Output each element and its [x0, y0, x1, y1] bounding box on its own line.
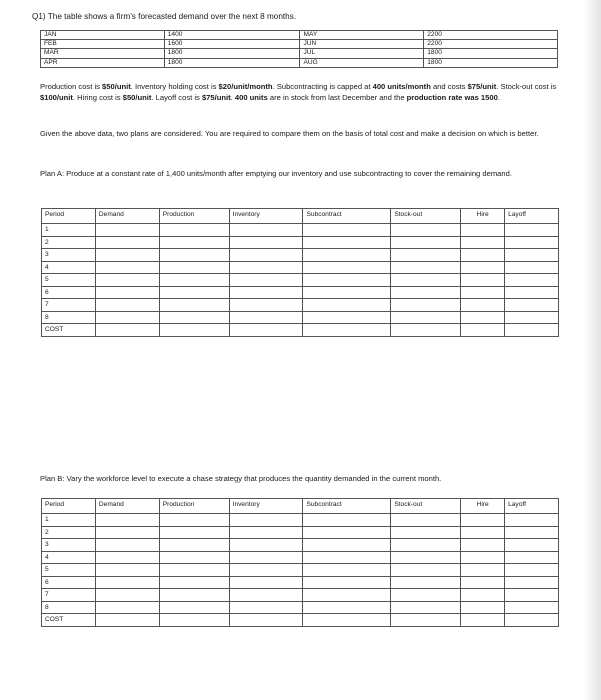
plan-b-blank-cell: [391, 514, 461, 527]
plan-b-header-cell: Period: [42, 499, 96, 514]
plan-b-blank-cell: [229, 576, 303, 589]
plan-a-blank-cell: [505, 286, 559, 299]
forecast-cell: 1800: [424, 49, 558, 58]
plan-a-blank-cell: [159, 261, 229, 274]
plan-b-period-cell: COST: [42, 614, 96, 627]
plan-a-header-cell: Production: [159, 209, 229, 224]
plan-a-row: [42, 261, 559, 274]
plan-a-blank-cell: [303, 299, 391, 312]
plan-b-blank-cell: [95, 601, 159, 614]
plan-a-blank-cell: [391, 249, 461, 262]
plan-a-blank-cell: [95, 311, 159, 324]
forecast-cell: APR: [41, 58, 165, 67]
plan-b-blank-cell: [505, 526, 559, 539]
plan-b-blank-cell: [505, 589, 559, 602]
plan-b-blank-cell: [505, 601, 559, 614]
plan-b-row: [42, 564, 559, 577]
plan-a-blank-cell: [391, 286, 461, 299]
plan-b-blank-cell: [95, 551, 159, 564]
plan-b-blank-cell: [391, 614, 461, 627]
plan-a-blank-cell: [229, 299, 303, 312]
plan-b-header-row: [42, 499, 559, 514]
plan-a-blank-cell: [159, 236, 229, 249]
plan-b-header-cell: Demand: [95, 499, 159, 514]
plan-b-row: [42, 514, 559, 527]
plan-a-period-cell: 6: [42, 286, 96, 299]
forecast-cell: FEB: [41, 40, 165, 49]
plan-a-blank-cell: [391, 224, 461, 237]
plan-a-blank-cell: [229, 249, 303, 262]
plan-b-blank-cell: [505, 539, 559, 552]
plan-a-blank-cell: [229, 311, 303, 324]
plan-b-blank-cell: [461, 539, 505, 552]
plan-b-period-cell: 1: [42, 514, 96, 527]
plan-a-row: [42, 236, 559, 249]
plan-b-blank-cell: [95, 589, 159, 602]
plan-a-table: [41, 208, 559, 337]
plan-b-row: [42, 589, 559, 602]
plan-a-blank-cell: [391, 324, 461, 337]
plan-b-blank-cell: [159, 564, 229, 577]
plan-b-row: [42, 614, 559, 627]
plan-a-description: Plan A: Produce at a constant rate of 1,400 units/month after emptying our inventory and use subcontracting to cover the remaining demand.: [40, 169, 512, 178]
plan-a-blank-cell: [461, 311, 505, 324]
plan-b-blank-cell: [303, 576, 391, 589]
plan-a-blank-cell: [505, 224, 559, 237]
plan-a-blank-cell: [461, 224, 505, 237]
plan-b-blank-cell: [461, 514, 505, 527]
plan-b-period-cell: 5: [42, 564, 96, 577]
plan-b-row: [42, 526, 559, 539]
plan-b-blank-cell: [229, 589, 303, 602]
plan-b-blank-cell: [95, 576, 159, 589]
plan-a-row: [42, 224, 559, 237]
plan-b-blank-cell: [303, 539, 391, 552]
plan-a-blank-cell: [461, 236, 505, 249]
plan-b-blank-cell: [229, 526, 303, 539]
forecast-cell: JAN: [41, 31, 165, 40]
plan-b-blank-cell: [159, 551, 229, 564]
forecast-cell: MAY: [300, 31, 424, 40]
plan-b-header-cell: Inventory: [229, 499, 303, 514]
plan-b-blank-cell: [461, 526, 505, 539]
plan-a-blank-cell: [303, 236, 391, 249]
plan-a-blank-cell: [505, 274, 559, 287]
forecast-cell: 1800: [164, 58, 300, 67]
plan-a-blank-cell: [159, 286, 229, 299]
plan-a-period-cell: 2: [42, 236, 96, 249]
plan-a-header-cell: Hire: [461, 209, 505, 224]
plan-b-blank-cell: [229, 551, 303, 564]
plan-a-blank-cell: [461, 286, 505, 299]
plan-a-blank-cell: [159, 274, 229, 287]
plan-a-blank-cell: [461, 249, 505, 262]
forecast-cell: 2200: [424, 31, 558, 40]
plan-b-blank-cell: [95, 614, 159, 627]
plan-a-blank-cell: [159, 249, 229, 262]
forecast-cell: 1800: [424, 58, 558, 67]
plan-b-blank-cell: [461, 576, 505, 589]
plan-b-blank-cell: [461, 601, 505, 614]
plan-a-blank-cell: [159, 224, 229, 237]
plan-b-blank-cell: [303, 551, 391, 564]
plan-b-header-cell: Layoff: [505, 499, 559, 514]
plan-b-blank-cell: [461, 589, 505, 602]
plan-b-blank-cell: [95, 514, 159, 527]
plan-a-blank-cell: [95, 261, 159, 274]
plan-b-blank-cell: [229, 564, 303, 577]
plan-a-blank-cell: [303, 249, 391, 262]
plan-a-blank-cell: [505, 236, 559, 249]
page-edge-shadow: [583, 0, 601, 700]
plan-b-description: Plan B: Vary the workforce level to execute a chase strategy that produces the quantity demanded in the current month.: [40, 474, 442, 483]
plan-b-blank-cell: [229, 514, 303, 527]
plan-a-row: [42, 249, 559, 262]
plan-a-row: [42, 274, 559, 287]
plan-a-period-cell: COST: [42, 324, 96, 337]
plan-a-period-cell: 5: [42, 274, 96, 287]
plan-b-blank-cell: [159, 589, 229, 602]
forecast-cell: 1400: [164, 31, 300, 40]
plan-a-blank-cell: [229, 286, 303, 299]
plan-a-blank-cell: [303, 261, 391, 274]
plan-b-blank-cell: [461, 614, 505, 627]
plan-b-blank-cell: [505, 514, 559, 527]
plan-b-blank-cell: [303, 614, 391, 627]
plan-a-blank-cell: [303, 324, 391, 337]
plan-b-blank-cell: [391, 589, 461, 602]
plan-a-period-cell: 7: [42, 299, 96, 312]
plan-a-blank-cell: [95, 324, 159, 337]
forecast-cell: AUG: [300, 58, 424, 67]
plan-a-blank-cell: [391, 311, 461, 324]
forecast-row: [41, 40, 558, 49]
plan-a-blank-cell: [391, 261, 461, 274]
plan-a-period-cell: 4: [42, 261, 96, 274]
plan-a-blank-cell: [95, 274, 159, 287]
forecast-row: [41, 58, 558, 67]
plan-b-blank-cell: [303, 564, 391, 577]
plan-a-blank-cell: [391, 236, 461, 249]
plan-a-blank-cell: [229, 261, 303, 274]
plan-a-header-cell: Demand: [95, 209, 159, 224]
plan-b-blank-cell: [303, 526, 391, 539]
plan-b-header-cell: Hire: [461, 499, 505, 514]
plan-a-blank-cell: [391, 299, 461, 312]
plan-b-period-cell: 3: [42, 539, 96, 552]
plan-a-blank-cell: [391, 274, 461, 287]
plan-a-header-cell: Subcontract: [303, 209, 391, 224]
plan-a-row: [42, 286, 559, 299]
plan-b-blank-cell: [159, 526, 229, 539]
given-paragraph: Given the above data, two plans are considered. You are required to compare them on the basis of total cost and make a decision on which is better.: [40, 129, 539, 138]
plan-a-blank-cell: [95, 249, 159, 262]
plan-b-blank-cell: [505, 551, 559, 564]
plan-b-blank-cell: [303, 589, 391, 602]
forecast-cell: MAR: [41, 49, 165, 58]
plan-b-period-cell: 7: [42, 589, 96, 602]
plan-a-blank-cell: [159, 324, 229, 337]
plan-b-blank-cell: [229, 601, 303, 614]
forecast-cell: 1600: [164, 40, 300, 49]
plan-b-blank-cell: [391, 601, 461, 614]
plan-a-blank-cell: [95, 299, 159, 312]
plan-b-blank-cell: [505, 564, 559, 577]
plan-b-blank-cell: [505, 614, 559, 627]
plan-b-header-cell: Stock-out: [391, 499, 461, 514]
plan-a-row: [42, 324, 559, 337]
plan-a-blank-cell: [159, 311, 229, 324]
plan-a-period-cell: 1: [42, 224, 96, 237]
plan-a-header-cell: Period: [42, 209, 96, 224]
plan-b-row: [42, 576, 559, 589]
plan-a-blank-cell: [505, 249, 559, 262]
plan-a-blank-cell: [159, 299, 229, 312]
plan-a-header-cell: Inventory: [229, 209, 303, 224]
plan-b-blank-cell: [159, 601, 229, 614]
plan-b-blank-cell: [229, 539, 303, 552]
plan-a-blank-cell: [95, 224, 159, 237]
plan-b-blank-cell: [303, 601, 391, 614]
question-title: Q1) The table shows a firm’s forecasted demand over the next 8 months.: [32, 12, 297, 21]
plan-b-blank-cell: [229, 614, 303, 627]
plan-a-blank-cell: [303, 274, 391, 287]
plan-b-period-cell: 2: [42, 526, 96, 539]
forecast-table: [40, 30, 558, 68]
plan-b-header-cell: Production: [159, 499, 229, 514]
plan-b-blank-cell: [391, 564, 461, 577]
plan-b-header-cell: Subcontract: [303, 499, 391, 514]
plan-a-blank-cell: [303, 224, 391, 237]
plan-a-blank-cell: [505, 299, 559, 312]
plan-a-blank-cell: [461, 324, 505, 337]
plan-b-row: [42, 601, 559, 614]
plan-b-row: [42, 539, 559, 552]
plan-a-row: [42, 299, 559, 312]
plan-b-blank-cell: [391, 539, 461, 552]
forecast-cell: 1800: [164, 49, 300, 58]
plan-a-blank-cell: [95, 236, 159, 249]
plan-a-blank-cell: [303, 286, 391, 299]
forecast-row: [41, 49, 558, 58]
plan-b-blank-cell: [159, 514, 229, 527]
plan-a-blank-cell: [461, 299, 505, 312]
plan-b-blank-cell: [461, 551, 505, 564]
plan-a-blank-cell: [461, 274, 505, 287]
plan-a-blank-cell: [229, 274, 303, 287]
plan-a-header-row: [42, 209, 559, 224]
plan-b-blank-cell: [95, 539, 159, 552]
forecast-cell: JUN: [300, 40, 424, 49]
plan-b-period-cell: 4: [42, 551, 96, 564]
plan-b-blank-cell: [461, 564, 505, 577]
plan-a-blank-cell: [461, 261, 505, 274]
forecast-cell: 2200: [424, 40, 558, 49]
plan-b-blank-cell: [391, 526, 461, 539]
forecast-row: [41, 31, 558, 40]
plan-b-blank-cell: [391, 551, 461, 564]
plan-b-period-cell: 6: [42, 576, 96, 589]
plan-a-blank-cell: [229, 236, 303, 249]
plan-b-blank-cell: [95, 526, 159, 539]
plan-b-blank-cell: [303, 514, 391, 527]
plan-a-period-cell: 3: [42, 249, 96, 262]
plan-a-blank-cell: [95, 286, 159, 299]
plan-b-row: [42, 551, 559, 564]
plan-b-blank-cell: [159, 614, 229, 627]
costs-paragraph: Production cost is $50/unit. Inventory holding cost is $20/unit/month. Subcontracting is capped at 400 units/month and costs $75/unit. Stock-out cost is $100/unit. Hiring cost is $50/unit. Layoff cost is $75/unit. 400 units are in stock from last December and the production rate was 1500.: [40, 82, 557, 102]
plan-b-blank-cell: [95, 564, 159, 577]
plan-a-period-cell: 8: [42, 311, 96, 324]
plan-a-blank-cell: [303, 311, 391, 324]
plan-b-blank-cell: [159, 539, 229, 552]
plan-a-blank-cell: [505, 324, 559, 337]
plan-b-blank-cell: [159, 576, 229, 589]
forecast-cell: JUL: [300, 49, 424, 58]
plan-b-table: [41, 498, 559, 627]
plan-b-blank-cell: [391, 576, 461, 589]
plan-a-row: [42, 311, 559, 324]
plan-b-period-cell: 8: [42, 601, 96, 614]
plan-a-blank-cell: [229, 224, 303, 237]
plan-a-blank-cell: [229, 324, 303, 337]
plan-a-header-cell: Stock-out: [391, 209, 461, 224]
plan-a-blank-cell: [505, 311, 559, 324]
plan-a-header-cell: Layoff: [505, 209, 559, 224]
plan-a-blank-cell: [505, 261, 559, 274]
plan-b-blank-cell: [505, 576, 559, 589]
